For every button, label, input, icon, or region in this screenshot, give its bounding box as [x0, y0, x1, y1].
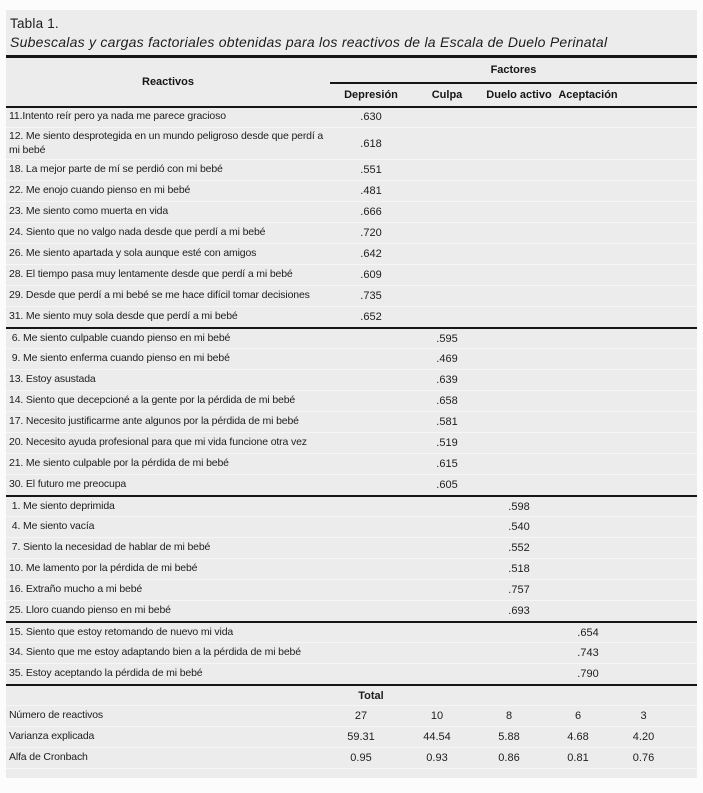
table-row [6, 496, 697, 517]
stat-value-total: 0.95 [330, 748, 412, 769]
section-duelo-activo [6, 496, 697, 622]
empty-cell [412, 202, 697, 223]
factor-loading: .654 [556, 622, 620, 643]
factor-loading: .658 [412, 391, 482, 412]
table-row [6, 181, 697, 202]
table-row [6, 412, 697, 433]
item-label: 13. Estoy asustada [6, 370, 330, 391]
empty-cell [330, 412, 412, 433]
empty-cell [330, 601, 482, 622]
stat-label: Número de reactivos [6, 706, 330, 727]
factor-loading: .790 [556, 664, 620, 685]
table-row [6, 307, 697, 328]
stat-value-total: 27 [330, 706, 412, 727]
section-totals [6, 685, 697, 769]
factor-loading: .630 [330, 107, 412, 128]
empty-cell [482, 412, 697, 433]
factor-loading: .757 [482, 580, 556, 601]
factor-loading: .693 [482, 601, 556, 622]
column-header-depresion: Depresión [330, 83, 412, 107]
empty-cell [556, 601, 697, 622]
stat-label: Alfa de Cronbach [6, 748, 330, 769]
factor-loading: .639 [412, 370, 482, 391]
empty-cell [412, 128, 697, 160]
empty-cell [556, 517, 697, 538]
table-row [6, 454, 697, 475]
table-row [6, 538, 697, 559]
stat-value-duelo-activo: 0.81 [556, 748, 620, 769]
item-label: 22. Me enojo cuando pienso en mi bebé [6, 181, 330, 202]
table-row [6, 244, 697, 265]
table-row [6, 286, 697, 307]
empty-cell [330, 517, 482, 538]
empty-cell [330, 454, 412, 475]
factor-loading: .481 [330, 181, 412, 202]
table-row [6, 370, 697, 391]
empty-cell [412, 181, 697, 202]
totals-header: Total [330, 685, 412, 706]
factor-table [6, 55, 697, 769]
item-label: 30. El futuro me preocupa [6, 475, 330, 496]
stat-value-aceptacion: 4.20 [620, 727, 697, 748]
table-row [6, 601, 697, 622]
column-header-duelo-activo: Duelo activo [482, 83, 556, 107]
table-row [6, 265, 697, 286]
stat-value-depresion: 0.93 [412, 748, 482, 769]
table-row [6, 748, 697, 769]
factor-loading: .720 [330, 223, 412, 244]
stat-label: Varianza explicada [6, 727, 330, 748]
stat-value-aceptacion: 3 [620, 706, 697, 727]
table-row [6, 433, 697, 454]
item-label: 17. Necesito justificarme ante algunos por la pérdida de mi bebé [6, 412, 330, 433]
item-label: 12. Me siento desprotegida en un mundo peligroso desde que perdí a mi bebé [6, 128, 330, 160]
section-culpa [6, 328, 697, 496]
table-sheet [6, 10, 697, 778]
table-row [6, 202, 697, 223]
factor-loading: .552 [482, 538, 556, 559]
table-row [6, 580, 697, 601]
stat-value-culpa: 8 [482, 706, 556, 727]
item-label: 23. Me siento como muerta en vida [6, 202, 330, 223]
factor-loading: .666 [330, 202, 412, 223]
item-label: 11.Intento reír pero ya nada me parece gracioso [6, 107, 330, 128]
item-label: 24. Siento que no valgo nada desde que perdí a mi bebé [6, 223, 330, 244]
column-header-culpa: Culpa [412, 83, 482, 107]
table-row [6, 706, 697, 727]
empty-cell [620, 622, 697, 643]
item-label: 15. Siento que estoy retomando de nuevo mi vida [6, 622, 330, 643]
empty-cell [330, 559, 482, 580]
empty-cell [556, 580, 697, 601]
empty-cell [412, 286, 697, 307]
empty-cell [330, 580, 482, 601]
stat-value-aceptacion: 0.76 [620, 748, 697, 769]
factor-loading: .652 [330, 307, 412, 328]
table-row [6, 328, 697, 349]
factor-loading: .743 [556, 643, 620, 664]
item-label: 26. Me siento apartada y sola aunque esté con amigos [6, 244, 330, 265]
stat-value-culpa: 0.86 [482, 748, 556, 769]
factor-loading: .540 [482, 517, 556, 538]
empty-cell [330, 538, 482, 559]
empty-cell [330, 391, 412, 412]
factor-loading: .598 [482, 496, 556, 517]
table-row [6, 349, 697, 370]
empty-cell [412, 107, 697, 128]
item-label: 20. Necesito ayuda profesional para que mi vida funcione otra vez [6, 433, 330, 454]
column-header-reactivos: Reactivos [6, 57, 330, 107]
item-label: 18. La mejor parte de mí se perdió con mi bebé [6, 160, 330, 181]
factor-loading: .581 [412, 412, 482, 433]
item-label: 29. Desde que perdí a mi bebé se me hace difícil tomar decisiones [6, 286, 330, 307]
column-header-factores: Factores [330, 57, 697, 83]
empty-cell [482, 475, 697, 496]
column-header-empty [620, 83, 697, 107]
factor-loading: .605 [412, 475, 482, 496]
item-label: 9. Me siento enferma cuando pienso en mi bebé [6, 349, 330, 370]
empty-cell [330, 643, 556, 664]
empty-cell [620, 643, 697, 664]
factor-loading: .551 [330, 160, 412, 181]
stat-value-culpa: 5.88 [482, 727, 556, 748]
factor-loading: .609 [330, 265, 412, 286]
empty-cell [330, 496, 482, 517]
stat-value-duelo-activo: 6 [556, 706, 620, 727]
item-label: 14. Siento que decepcioné a la gente por la pérdida de mi bebé [6, 391, 330, 412]
empty-cell [412, 685, 697, 706]
stat-value-depresion: 10 [412, 706, 482, 727]
table-row [6, 727, 697, 748]
empty-cell [482, 391, 697, 412]
empty-cell [556, 559, 697, 580]
empty-cell [482, 370, 697, 391]
empty-cell [482, 328, 697, 349]
item-label: 28. El tiempo pasa muy lentamente desde que perdí a mi bebé [6, 265, 330, 286]
table-row [6, 223, 697, 244]
item-label: 4. Me siento vacía [6, 517, 330, 538]
item-label: 1. Me siento deprimida [6, 496, 330, 517]
table-row [6, 475, 697, 496]
empty-cell [482, 433, 697, 454]
empty-cell [412, 160, 697, 181]
empty-cell [330, 349, 412, 370]
item-label: 31. Me siento muy sola desde que perdí a mi bebé [6, 307, 330, 328]
empty-cell [330, 370, 412, 391]
item-label: 21. Me siento culpable por la pérdida de mi bebé [6, 454, 330, 475]
empty-cell [330, 475, 412, 496]
empty-cell [330, 622, 556, 643]
empty-cell [330, 328, 412, 349]
empty-cell [6, 685, 330, 706]
stat-value-depresion: 44.54 [412, 727, 482, 748]
factor-loading: .518 [482, 559, 556, 580]
table-row [6, 107, 697, 128]
table-row [6, 559, 697, 580]
table-row [6, 128, 697, 160]
table-row [6, 643, 697, 664]
stat-value-total: 59.31 [330, 727, 412, 748]
stat-value-duelo-activo: 4.68 [556, 727, 620, 748]
table-row [6, 517, 697, 538]
item-label: 7. Siento la necesidad de hablar de mi bebé [6, 538, 330, 559]
section-depresion [6, 107, 697, 328]
table-row [6, 391, 697, 412]
factor-loading: .618 [330, 128, 412, 160]
table-row [6, 664, 697, 685]
empty-cell [330, 433, 412, 454]
table-row [6, 160, 697, 181]
item-label: 6. Me siento culpable cuando pienso en mi bebé [6, 328, 330, 349]
item-label: 25. Lloro cuando pienso en mi bebé [6, 601, 330, 622]
table-title: Tabla 1. [10, 16, 59, 31]
empty-cell [620, 664, 697, 685]
item-label: 10. Me lamento por la pérdida de mi bebé [6, 559, 330, 580]
table-subtitle: Subescalas y cargas factoriales obtenidas para los reactivos de la Escala de Duelo Perinatal [10, 34, 608, 50]
item-label: 16. Extraño mucho a mi bebé [6, 580, 330, 601]
empty-cell [482, 454, 697, 475]
item-label: 35. Estoy aceptando la pérdida de mi bebé [6, 664, 330, 685]
column-header-aceptacion: Aceptación [556, 83, 620, 107]
empty-cell [412, 223, 697, 244]
empty-cell [482, 349, 697, 370]
empty-cell [556, 496, 697, 517]
factor-loading: .642 [330, 244, 412, 265]
empty-cell [412, 265, 697, 286]
empty-cell [412, 307, 697, 328]
factor-loading: .469 [412, 349, 482, 370]
factor-loading: .519 [412, 433, 482, 454]
empty-cell [330, 664, 556, 685]
factor-loading: .735 [330, 286, 412, 307]
empty-cell [412, 244, 697, 265]
table-row [6, 622, 697, 643]
empty-cell [556, 538, 697, 559]
table-row [6, 685, 697, 706]
factor-loading: .595 [412, 328, 482, 349]
factor-loading: .615 [412, 454, 482, 475]
section-aceptacion [6, 622, 697, 685]
item-label: 34. Siento que me estoy adaptando bien a la pérdida de mi bebé [6, 643, 330, 664]
